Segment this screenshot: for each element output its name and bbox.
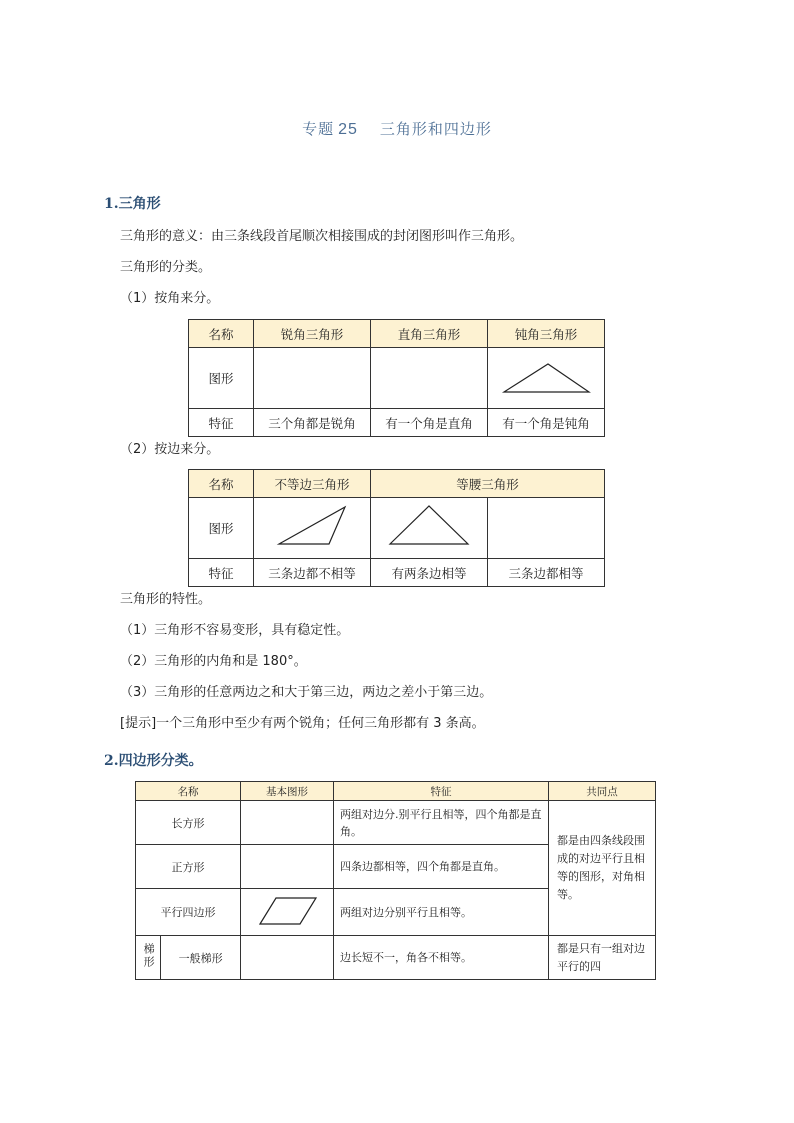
scalene-triangle-figure [257,502,367,552]
section1-heading: 1.三角形 [104,196,161,212]
acute-figure-cell [254,348,371,409]
feature-obtuse: 有一个角是钝角 [488,409,605,437]
header-feature: 特征 [334,782,549,801]
title-number: 25 [338,121,358,138]
parallelogram-figure [252,893,322,929]
square-figure-cell [241,845,334,889]
properties-heading: 三角形的特性。 [120,592,212,607]
header-acute: 锐角三角形 [254,320,371,348]
row-figure-label: 图形 [189,498,254,559]
side-classification-table [188,469,605,587]
row-feature-parallelogram: 两组对边分别平行且相等。 [334,889,549,936]
common-feature-trapezoids: 都是只有一组对边平行的四 [549,936,656,980]
row-name-square: 正方形 [136,845,241,889]
title-prefix: 专题 [302,120,335,138]
quadrilateral-table [135,781,656,980]
header-obtuse: 钝角三角形 [488,320,605,348]
row-name-parallelogram: 平行四边形 [136,889,241,936]
isosceles-triangle-figure [374,502,484,552]
rectangle-figure-cell [241,801,334,845]
feature-acute: 三个角都是锐角 [254,409,371,437]
row-feature-square: 四条边都相等，四个角都是直角。 [334,845,549,889]
classification-heading: 三角形的分类。 [120,260,212,275]
by-angle-label: （1）按角来分。 [120,291,220,306]
feature-scalene: 三条边都不相等 [254,559,371,587]
isosceles-figure-cell [371,498,488,559]
header-name: 名称 [189,470,254,498]
row-feature-trapezoid: 边长短不一，角各不相等。 [334,936,549,980]
angle-classification-table [188,319,605,437]
property-1: （1）三角形不容易变形，具有稳定性。 [120,623,350,638]
scalene-figure-cell [254,498,371,559]
header-isosceles: 等腰三角形 [371,470,605,498]
triangle-definition: 三角形的意义：由三条线段首尾顺次相接围成的封闭图形叫作三角形。 [120,229,524,244]
header-name: 名称 [189,320,254,348]
feature-isosceles: 有两条边相等 [371,559,488,587]
trapezoid-group-label: 梯形 [142,943,156,969]
feature-equilateral: 三条边都相等 [488,559,605,587]
header-name: 名称 [136,782,241,801]
header-right: 直角三角形 [371,320,488,348]
property-2: （2）三角形的内角和是 180°。 [120,654,307,669]
page-title [0,118,794,139]
row-feature-rectangle: 两组对边分.别平行且相等，四个角都是直角。 [334,801,549,845]
property-3: （3）三角形的任意两边之和大于第三边，两边之差小于第三边。 [120,685,493,700]
feature-right: 有一个角是直角 [371,409,488,437]
obtuse-figure-cell [488,348,605,409]
row-name-general-trapezoid: 一般梯形 [161,936,241,980]
row-name-rectangle: 长方形 [136,801,241,845]
header-basic-figure: 基本图形 [241,782,334,801]
equilateral-figure-cell [488,498,605,559]
section2-heading: 2.四边形分类。 [104,753,203,769]
obtuse-triangle-figure [491,352,601,402]
parallelogram-figure-cell [241,889,334,936]
trapezoid-figure-cell [241,936,334,980]
title-name: 三角形和四边形 [379,120,492,138]
header-scalene: 不等边三角形 [254,470,371,498]
right-figure-cell [371,348,488,409]
hint-text: [提示]一个三角形中至少有两个锐角；任何三角形都有 3 条高。 [120,716,485,731]
row-group-trapezoid [136,936,161,980]
row-feature-label: 特征 [189,409,254,437]
row-feature-label: 特征 [189,559,254,587]
common-feature-parallelograms: 都是由四条线段围成的对边平行且相等的图形，对角相等。 [549,801,656,936]
by-side-label: （2）按边来分。 [120,442,220,457]
header-common: 共同点 [549,782,656,801]
row-figure-label: 图形 [189,348,254,409]
